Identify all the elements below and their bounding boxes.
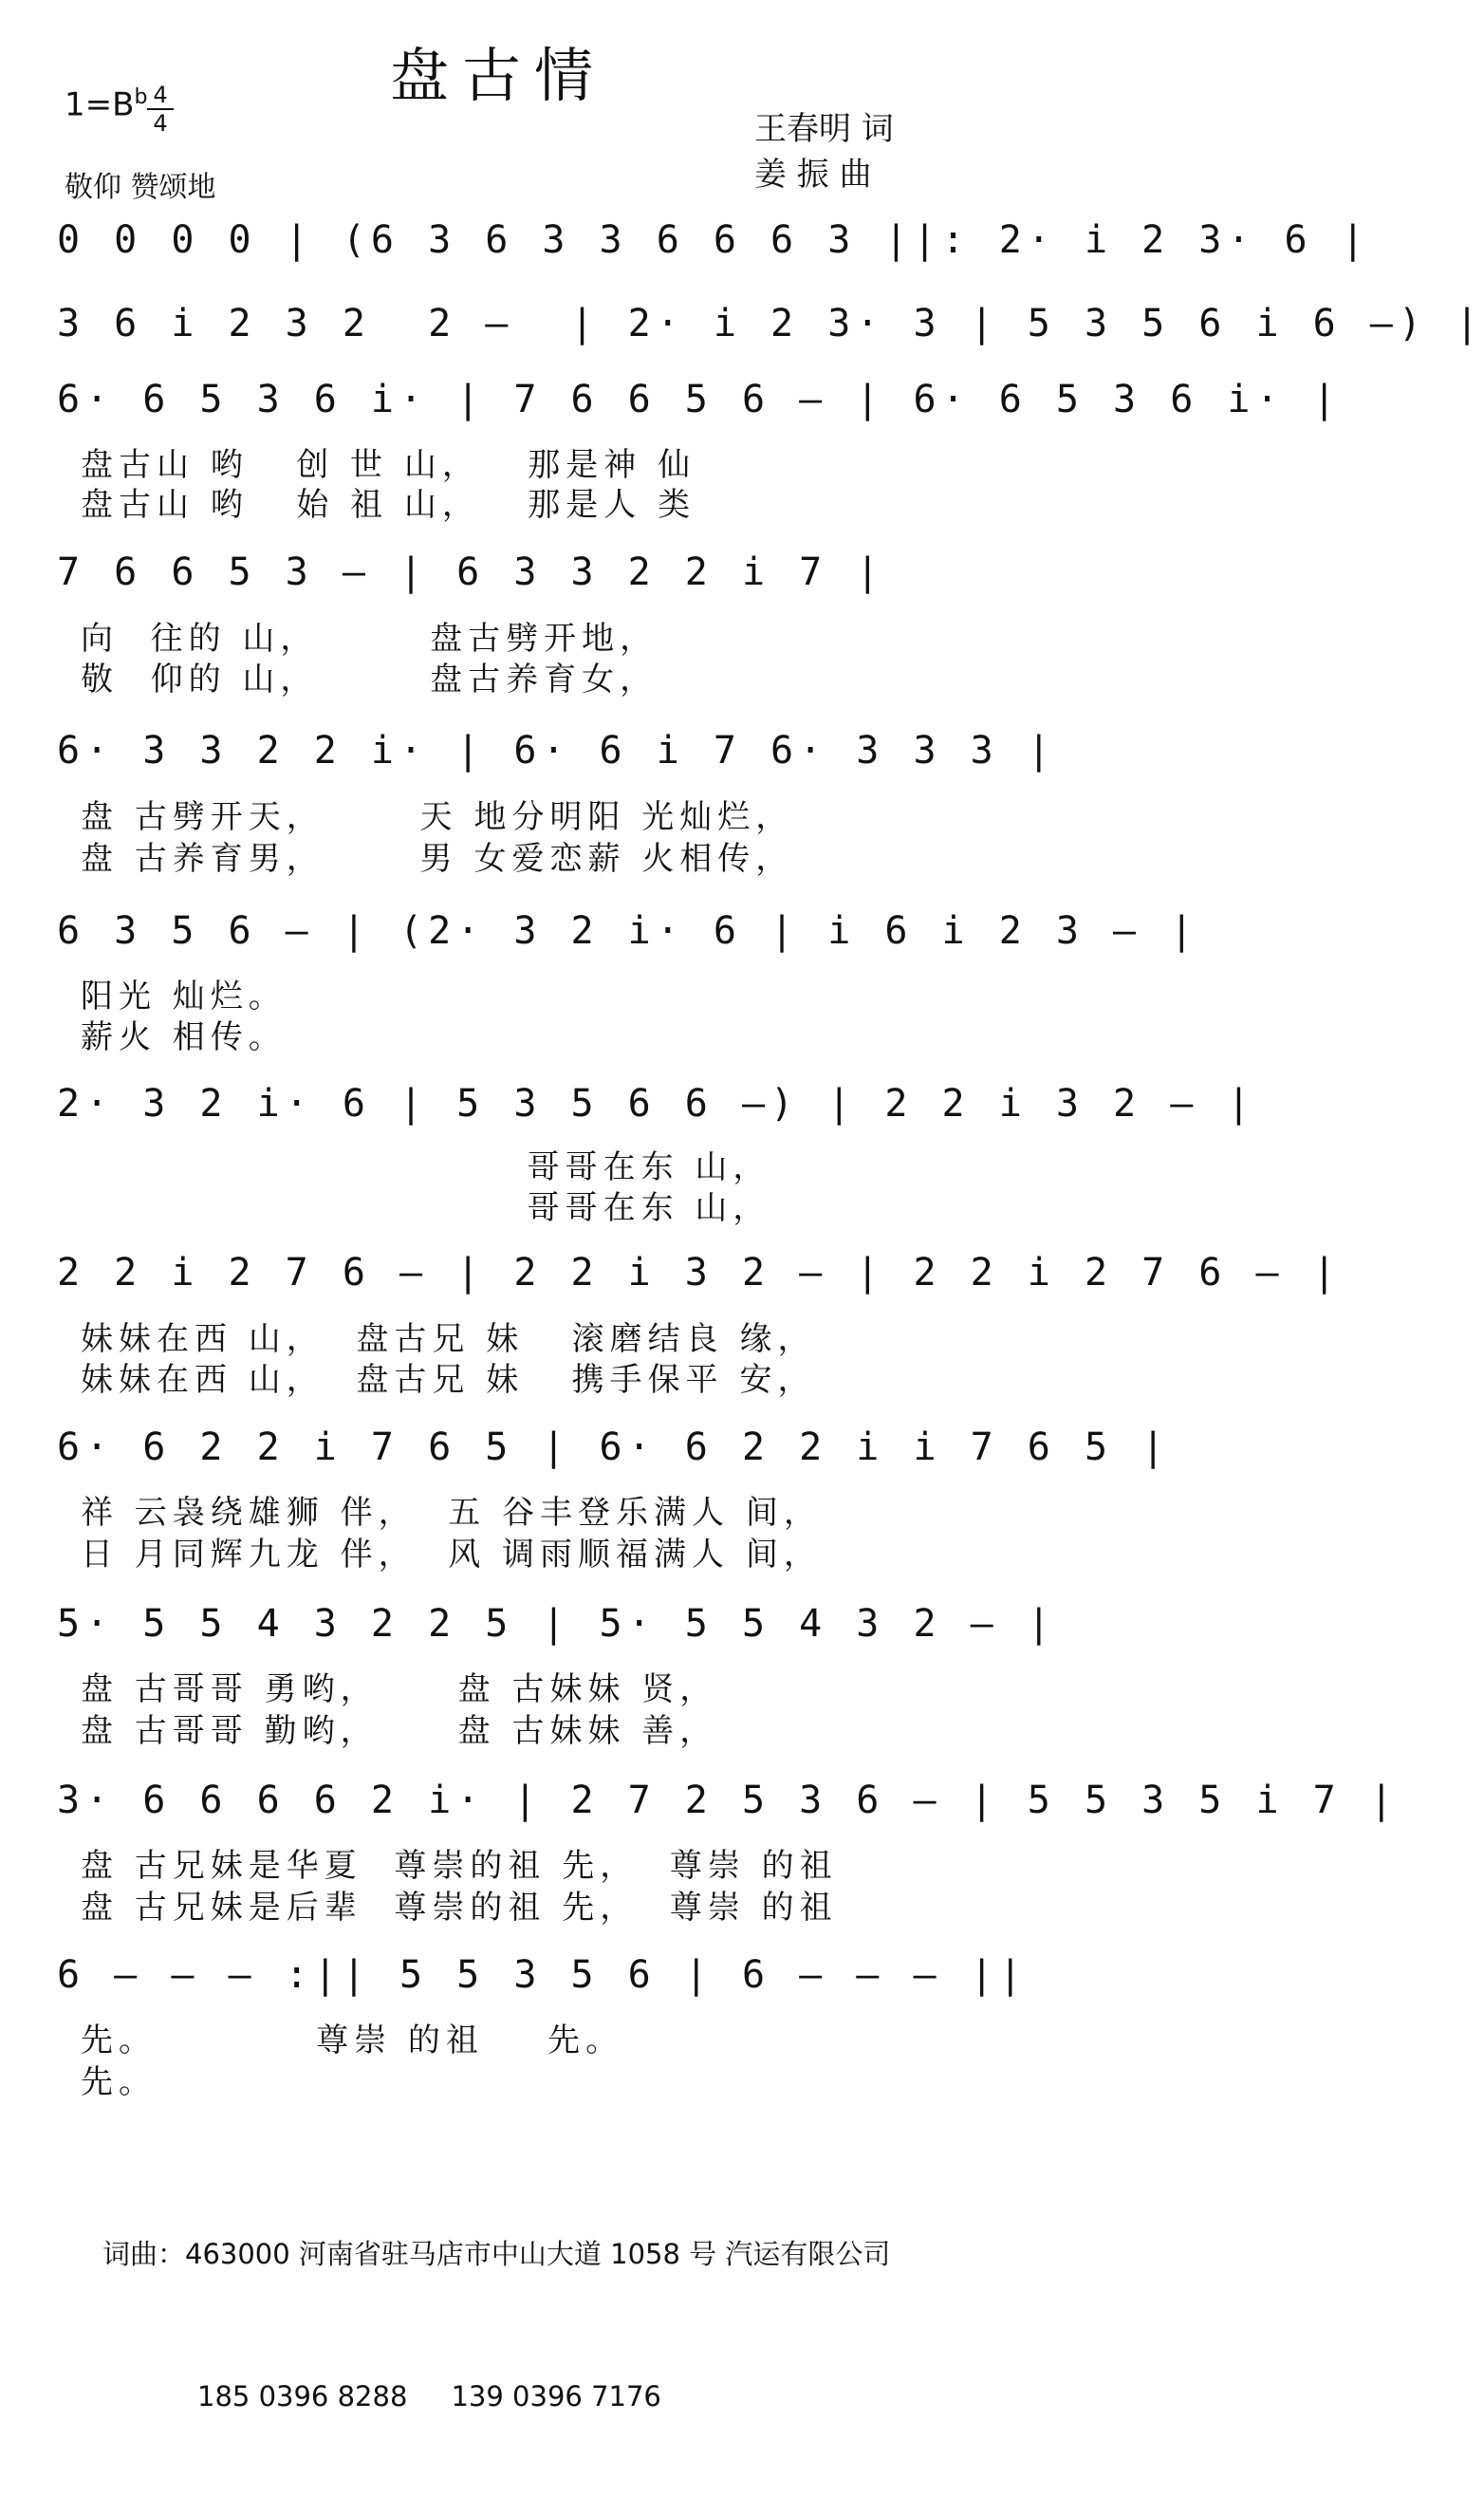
lyric-line: 盘 古养育男， 男 女爱恋薪 火相传，	[81, 840, 794, 878]
notation-line: 7 6 6 5 3 — | 6 3 3 2 2 i 7 |	[57, 550, 885, 594]
lyric-line: 盘 古哥哥 勤哟， 盘 古妹妹 善，	[81, 1712, 718, 1750]
notation-line: 6 — — — :|| 5 5 3 5 6 | 6 — — — ||	[57, 1953, 1028, 1997]
key-signature: $1=B^b$	[65, 85, 148, 124]
lyric-line: 日 月同辉九龙 伴， 风 调雨顺福满人 间，	[81, 1536, 822, 1574]
footer-phones: 185 0396 8288 139 0396 7176	[197, 2380, 661, 2413]
lyric-line: 向 往的 山， 盘古劈开地，	[81, 620, 659, 658]
lyric-line: 妹妹在西 山， 盘古兄 妹 携手保平 安，	[81, 1361, 816, 1399]
lyric-line: 先。 尊崇 的祖 先。	[81, 2021, 624, 2059]
notation-line: 6· 6 2 2 i 7 6 5 | 6· 6 2 2 i i 7 6 5 |	[57, 1425, 1171, 1469]
lyric-line: 盘 古兄妹是华夏 尊崇的祖 先， 尊崇 的祖	[81, 1847, 838, 1885]
composer-credit: 姜 振 曲	[754, 156, 872, 194]
notation-line: 0 0 0 0 | (6 3 6 3 3 6 6 6 3 ||: 2· i 2 3· 6 |	[57, 218, 1370, 262]
lyric-line: 哥哥在东 山，	[81, 1148, 771, 1186]
lyricist-credit: 王春明 词	[754, 110, 894, 148]
notation-line: 6· 3 3 2 2 i· | 6· 6 i 7 6· 3 3 3 |	[57, 729, 1056, 773]
lyric-line: 盘 古哥哥 勇哟， 盘 古妹妹 贤，	[81, 1670, 718, 1708]
lyric-line: 祥 云袅绕雄狮 伴， 五 谷丰登乐满人 间，	[81, 1494, 822, 1532]
notation-line: 3 6 i 2 3 2 2 — | 2· i 2 3· 3 | 5 3 5 6 i 6 —) |	[57, 302, 1484, 345]
lyric-line: 妹妹在西 山， 盘古兄 妹 滚磨结良 缘，	[81, 1320, 816, 1358]
lyric-line: 盘 古兄妹是后辈 尊崇的祖 先， 尊崇 的祖	[81, 1889, 838, 1927]
lyric-line: 盘 古劈开天， 天 地分明阳 光灿烂，	[81, 798, 794, 836]
credits	[754, 106, 894, 197]
lyric-line: 薪火 相传。	[81, 1018, 287, 1056]
song-title: 盘古情	[389, 41, 606, 110]
lyric-line: 阳光 灿烂。	[81, 978, 287, 1015]
notation-line: 2· 3 2 i· 6 | 5 3 5 6 6 —) | 2 2 i 3 2 — |	[57, 1082, 1256, 1126]
lyric-line: 先。	[81, 2063, 157, 2101]
footer-address: 词曲：463000 河南省驻马店市中山大道 1058 号 汽运有限公司	[102, 2238, 891, 2270]
contact-footer	[102, 2135, 890, 2515]
notation-line: 5· 5 5 4 3 2 2 5 | 5· 5 5 4 3 2 — |	[57, 1602, 1056, 1646]
notation-line: 6 3 5 6 — | (2· 3 2 i· 6 | i 6 i 2 3 — |	[57, 909, 1199, 953]
tempo-marking: 敬仰 赞颂地	[65, 171, 216, 204]
lyric-line: 盘古山 哟 始 祖 山， 那是人 类	[81, 486, 696, 524]
notation-line: 3· 6 6 6 6 2 i· | 2 7 2 5 3 6 — | 5 5 3 5 i 7 |	[57, 1779, 1399, 1822]
notation-line: 6· 6 5 3 6 i· | 7 6 6 5 6 — | 6· 6 5 3 6 i· |	[57, 378, 1342, 421]
lyric-line: 哥哥在东 山，	[81, 1189, 771, 1227]
lyric-line: 敬 仰的 山， 盘古养育女，	[81, 661, 659, 699]
time-signature: 4 4	[147, 84, 174, 135]
lyric-line: 盘古山 哟 创 世 山， 那是神 仙	[81, 446, 696, 484]
notation-line: 2 2 i 2 7 6 — | 2 2 i 3 2 — | 2 2 i 2 7 6 — |	[57, 1251, 1342, 1295]
